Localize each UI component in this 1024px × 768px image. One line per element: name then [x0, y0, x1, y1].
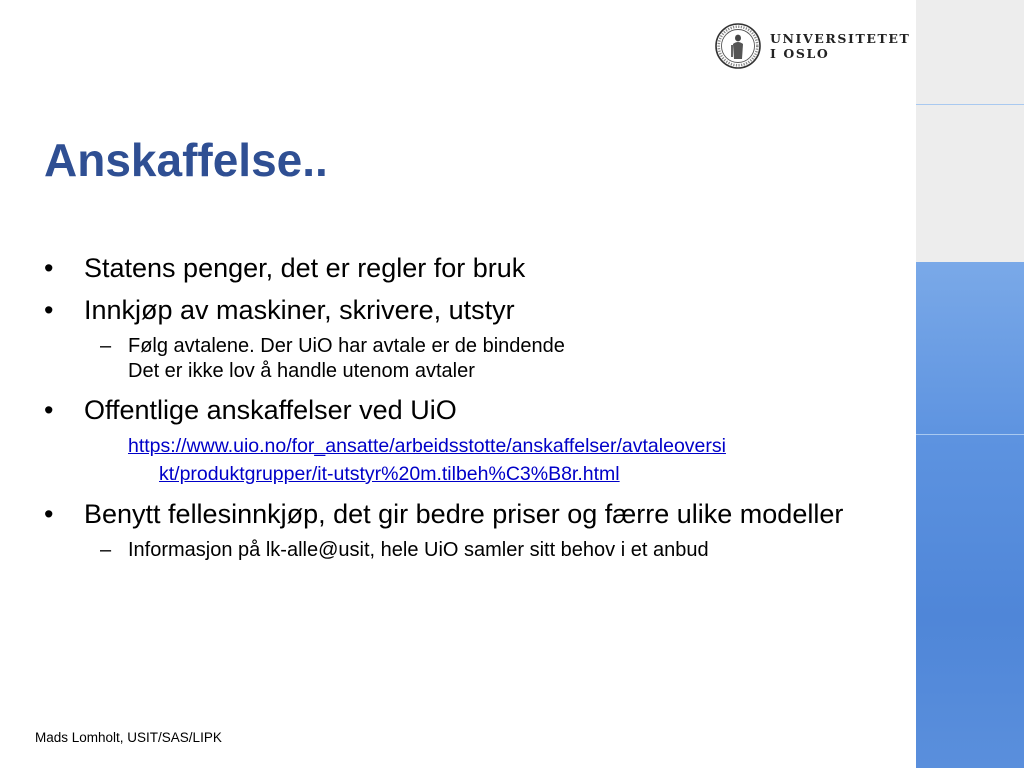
link-line: https://www.uio.no/for_ansatte/arbeidsstotte/anskaffelser/avtaleoversi	[128, 435, 726, 457]
side-art-bottom	[916, 262, 1024, 768]
side-art-line	[916, 434, 1024, 435]
sub-bullet-item	[44, 334, 894, 384]
logo-text	[770, 31, 910, 61]
sub-bullet-item	[44, 538, 894, 563]
sub-bullet-line: Følg avtalene. Der UiO har avtale er de bindende	[128, 335, 565, 357]
link-block	[44, 432, 894, 488]
side-art-top	[916, 0, 1024, 262]
bullet-text: Statens penger, det er regler for bruk	[84, 253, 526, 283]
sub-bullet-line: Det er ikke lov å handle utenom avtaler	[128, 360, 475, 382]
bullet-text: Benytt fellesinnkjøp, det gir bedre priser og færre ulike modeller	[84, 499, 844, 529]
bullet-item	[44, 252, 894, 284]
slide-content	[44, 252, 894, 573]
bullet-mark: •	[44, 253, 54, 283]
dash-mark: –	[100, 335, 112, 357]
university-logo	[714, 22, 910, 70]
logo-line-1: UNIVERSITETET	[770, 31, 911, 46]
dash-mark: –	[100, 539, 112, 561]
sub-bullet-text: Informasjon på lk-alle@usit, hele UiO samler sitt behov i et anbud	[128, 539, 709, 561]
university-seal-icon	[714, 22, 762, 70]
bullet-mark: •	[44, 395, 54, 425]
bullet-mark: •	[44, 499, 54, 529]
bullet-item	[44, 394, 894, 426]
bullet-text: Offentlige anskaffelser ved UiO	[84, 395, 457, 425]
side-art-line	[916, 104, 1024, 105]
bullet-mark: •	[44, 295, 54, 325]
link-line: kt/produktgrupper/it-utstyr%20m.tilbeh%C3%B8r.html	[159, 463, 620, 485]
slide-title: Anskaffelse..	[44, 134, 328, 186]
avtaleoversikt-link[interactable]	[128, 432, 894, 488]
bullet-item	[44, 498, 894, 530]
decorative-side-art	[916, 0, 1024, 768]
logo-line-2: I OSLO	[770, 46, 830, 61]
bullet-item	[44, 294, 894, 326]
footer-text: Mads Lomholt, USIT/SAS/LIPK	[35, 730, 222, 745]
bullet-text: Innkjøp av maskiner, skrivere, utstyr	[84, 295, 515, 325]
